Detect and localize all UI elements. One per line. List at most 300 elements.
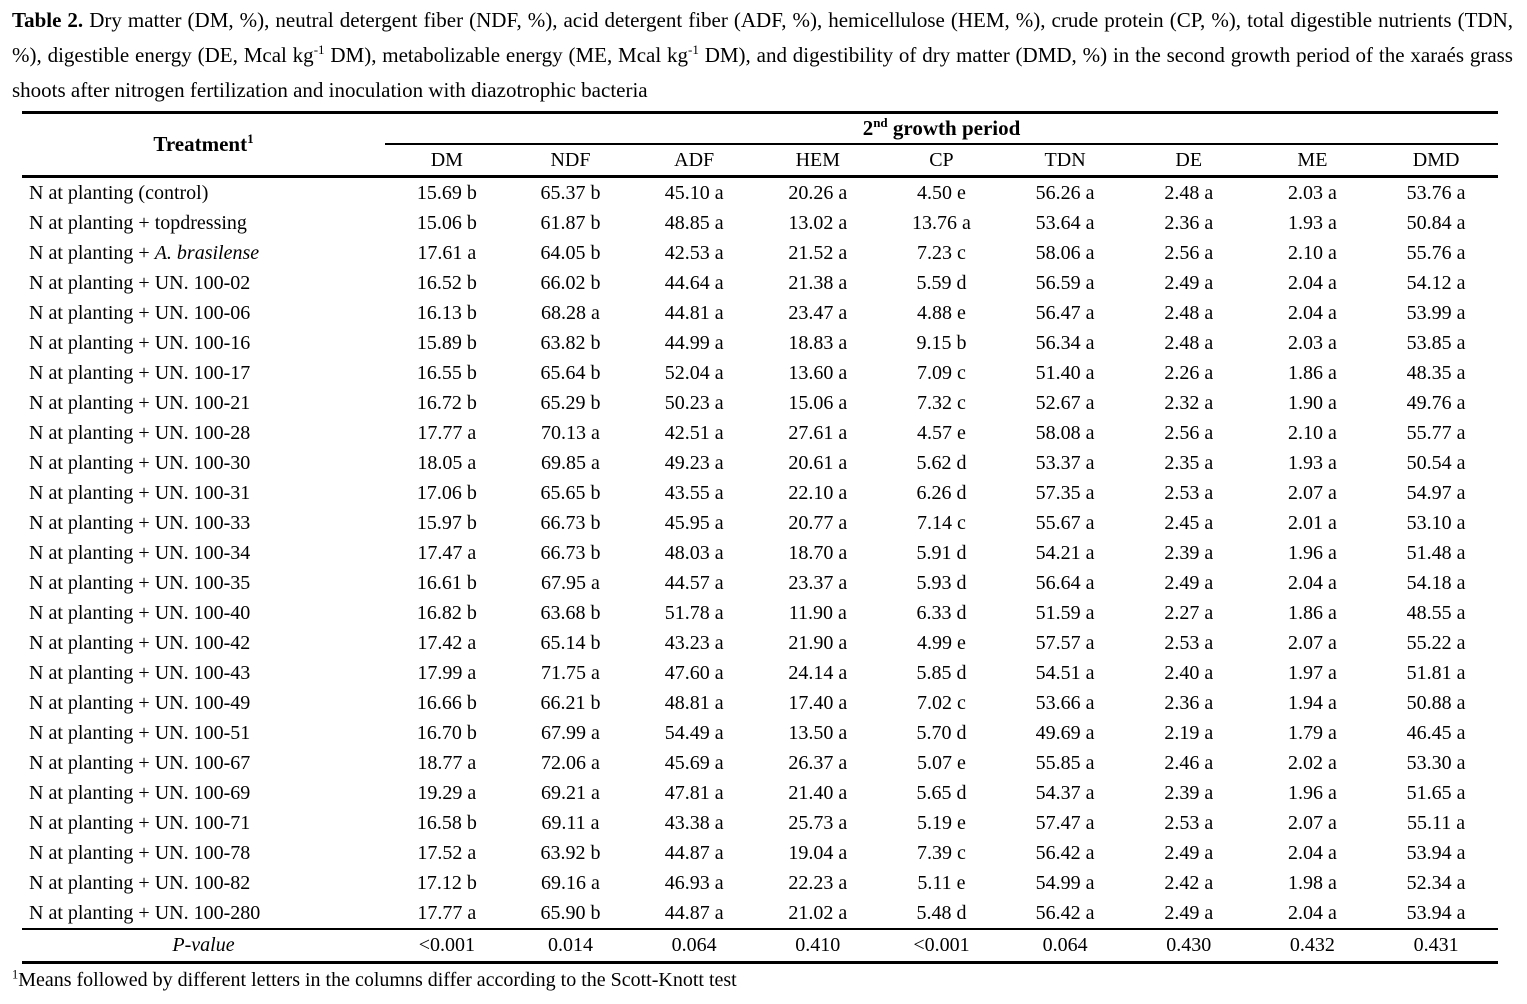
value-cell-dm: 17.99 a <box>417 662 477 684</box>
value-cell-dm: 17.06 b <box>416 482 477 504</box>
value-cell-cp: 5.91 d <box>916 542 967 564</box>
pvalue-label: P-value <box>172 934 235 956</box>
value-cell-dmd: 53.30 a <box>1406 752 1466 774</box>
value-cell-dmd: 53.94 a <box>1406 842 1466 864</box>
table-row <box>22 838 1498 868</box>
table-row <box>22 268 1498 298</box>
value-cell-dm: 17.61 a <box>417 242 477 264</box>
pvalue-cell-de: 0.430 <box>1127 929 1251 963</box>
value-cell-ndf: 63.92 b <box>540 842 601 864</box>
value-cell-ndf: 63.68 b <box>540 602 601 624</box>
column-header-ndf: NDF <box>509 144 633 177</box>
value-cell-adf: 42.53 a <box>664 242 724 264</box>
value-cell-ndf: 67.99 a <box>541 722 600 744</box>
value-cell-de: 2.49 a <box>1164 272 1214 294</box>
value-cell-me: 2.04 a <box>1287 302 1337 324</box>
treatment-cell: N at planting + UN. 100-69 <box>29 782 251 804</box>
value-cell-de: 2.53 a <box>1164 812 1214 834</box>
value-cell-hem: 21.38 a <box>788 272 848 294</box>
value-cell-hem: 13.60 a <box>788 362 848 384</box>
value-cell-adf: 42.51 a <box>664 422 724 444</box>
value-cell-adf: 47.60 a <box>664 662 724 684</box>
pvalue-cell-me: 0.432 <box>1251 929 1375 963</box>
value-cell-cp: 4.88 e <box>917 302 966 324</box>
value-cell-cp: 5.48 d <box>916 902 967 924</box>
value-cell-tdn: 51.59 a <box>1035 602 1095 624</box>
value-cell-hem: 19.04 a <box>788 842 848 864</box>
species-name: A. brasilense <box>154 242 260 264</box>
value-cell-dm: 15.97 b <box>416 512 477 534</box>
value-cell-dm: 16.70 b <box>416 722 477 744</box>
value-cell-de: 2.56 a <box>1164 242 1214 264</box>
value-cell-hem: 21.02 a <box>788 902 848 924</box>
caption-superscript-2: -1 <box>688 42 699 57</box>
value-cell-dmd: 53.85 a <box>1406 332 1466 354</box>
value-cell-me: 1.96 a <box>1287 542 1337 564</box>
column-header-dmd: DMD <box>1374 144 1498 177</box>
table-row <box>22 328 1498 358</box>
value-cell-dmd: 50.88 a <box>1406 692 1466 714</box>
value-cell-hem: 21.52 a <box>788 242 848 264</box>
value-cell-ndf: 65.65 b <box>540 482 601 504</box>
treatment-cell: N at planting + UN. 100-21 <box>29 392 251 414</box>
treatment-cell: N at planting + UN. 100-67 <box>29 752 251 774</box>
pvalue-cell-dm: <0.001 <box>385 929 509 963</box>
value-cell-dmd: 55.77 a <box>1406 422 1466 444</box>
table-row <box>22 448 1498 478</box>
value-cell-cp: 5.65 d <box>916 782 967 804</box>
value-cell-de: 2.39 a <box>1164 782 1214 804</box>
pvalue-cell-cp: <0.001 <box>880 929 1004 963</box>
column-header-tdn: TDN <box>1003 144 1127 177</box>
treatment-cell: N at planting + UN. 100-02 <box>29 272 251 294</box>
value-cell-cp: 7.02 c <box>917 692 966 714</box>
value-cell-dmd: 54.12 a <box>1406 272 1466 294</box>
value-cell-adf: 44.87 a <box>664 902 724 924</box>
value-cell-adf: 50.23 a <box>664 392 724 414</box>
value-cell-dm: 15.89 b <box>416 332 477 354</box>
value-cell-cp: 5.07 e <box>917 752 966 774</box>
value-cell-dmd: 53.99 a <box>1406 302 1466 324</box>
value-cell-tdn: 56.47 a <box>1035 302 1095 324</box>
value-cell-ndf: 69.85 a <box>541 452 600 474</box>
pvalue-label-cell <box>22 929 385 963</box>
value-cell-ndf: 68.28 a <box>541 302 600 324</box>
column-header-hem: HEM <box>756 144 880 177</box>
value-cell-adf: 47.81 a <box>664 782 724 804</box>
value-cell-tdn: 56.26 a <box>1035 182 1095 204</box>
value-cell-dm: 17.77 a <box>417 422 477 444</box>
value-cell-tdn: 52.67 a <box>1035 392 1095 414</box>
table-row <box>22 748 1498 778</box>
value-cell-cp: 7.39 c <box>917 842 966 864</box>
value-cell-ndf: 61.87 b <box>540 212 601 234</box>
value-cell-tdn: 54.99 a <box>1035 872 1095 894</box>
value-cell-adf: 48.85 a <box>664 212 724 234</box>
value-cell-tdn: 53.37 a <box>1035 452 1095 474</box>
pvalue-cell-dmd: 0.431 <box>1374 929 1498 963</box>
value-cell-adf: 48.81 a <box>664 692 724 714</box>
value-cell-adf: 43.38 a <box>664 812 724 834</box>
value-cell-ndf: 67.95 a <box>541 572 600 594</box>
value-cell-cp: 7.09 c <box>917 362 966 384</box>
table-row <box>22 538 1498 568</box>
value-cell-adf: 49.23 a <box>664 452 724 474</box>
value-cell-adf: 54.49 a <box>664 722 724 744</box>
treatment-cell: N at planting + UN. 100-280 <box>29 902 261 924</box>
value-cell-dmd: 54.97 a <box>1406 482 1466 504</box>
value-cell-me: 2.04 a <box>1287 902 1337 924</box>
value-cell-de: 2.35 a <box>1164 452 1214 474</box>
table-row <box>22 508 1498 538</box>
value-cell-hem: 13.50 a <box>788 722 848 744</box>
value-cell-tdn: 56.42 a <box>1035 842 1095 864</box>
treatment-cell: N at planting + UN. 100-35 <box>29 572 251 594</box>
treatment-cell: N at planting + UN. 100-43 <box>29 662 251 684</box>
value-cell-tdn: 56.34 a <box>1035 332 1095 354</box>
treatment-cell: N at planting + UN. 100-28 <box>29 422 251 444</box>
value-cell-hem: 18.83 a <box>788 332 848 354</box>
value-cell-dm: 16.52 b <box>416 272 477 294</box>
value-cell-tdn: 56.64 a <box>1035 572 1095 594</box>
value-cell-dm: 17.12 b <box>416 872 477 894</box>
treatment-cell: N at planting + UN. 100-42 <box>29 632 251 654</box>
treatment-cell: N at planting + UN. 100-16 <box>29 332 251 354</box>
table-row <box>22 298 1498 328</box>
table-row <box>22 208 1498 238</box>
value-cell-dmd: 50.54 a <box>1406 452 1466 474</box>
treatment-cell: N at planting + UN. 100-34 <box>29 542 251 564</box>
value-cell-de: 2.26 a <box>1164 362 1214 384</box>
value-cell-ndf: 70.13 a <box>541 422 600 444</box>
value-cell-ndf: 69.11 a <box>541 812 600 834</box>
value-cell-tdn: 57.35 a <box>1035 482 1095 504</box>
value-cell-adf: 51.78 a <box>664 602 724 624</box>
table-row <box>22 418 1498 448</box>
value-cell-cp: 6.26 d <box>916 482 967 504</box>
value-cell-cp: 6.33 d <box>916 602 967 624</box>
value-cell-me: 1.90 a <box>1287 392 1337 414</box>
pvalue-cell-tdn: 0.064 <box>1003 929 1127 963</box>
value-cell-de: 2.49 a <box>1164 842 1214 864</box>
value-cell-me: 1.96 a <box>1287 782 1337 804</box>
value-cell-dmd: 52.34 a <box>1406 872 1466 894</box>
value-cell-tdn: 58.06 a <box>1035 242 1095 264</box>
treatment-cell: N at planting + UN. 100-06 <box>29 302 251 324</box>
value-cell-tdn: 56.59 a <box>1035 272 1095 294</box>
table-row <box>22 568 1498 598</box>
value-cell-me: 1.93 a <box>1287 452 1337 474</box>
value-cell-dm: 19.29 a <box>417 782 477 804</box>
value-cell-tdn: 53.66 a <box>1035 692 1095 714</box>
value-cell-hem: 27.61 a <box>788 422 848 444</box>
value-cell-me: 2.04 a <box>1287 572 1337 594</box>
value-cell-tdn: 57.57 a <box>1035 632 1095 654</box>
table-row <box>22 898 1498 929</box>
value-cell-me: 2.07 a <box>1287 812 1337 834</box>
value-cell-de: 2.48 a <box>1164 182 1214 204</box>
value-cell-ndf: 69.16 a <box>541 872 600 894</box>
treatment-cell: N at planting + UN. 100-31 <box>29 482 251 504</box>
value-cell-hem: 22.23 a <box>788 872 848 894</box>
value-cell-dmd: 53.10 a <box>1406 512 1466 534</box>
pvalue-cell-hem: 0.410 <box>756 929 880 963</box>
value-cell-hem: 17.40 a <box>788 692 848 714</box>
value-cell-de: 2.53 a <box>1164 482 1214 504</box>
value-cell-hem: 15.06 a <box>788 392 848 414</box>
value-cell-adf: 46.93 a <box>664 872 724 894</box>
value-cell-cp: 5.70 d <box>916 722 967 744</box>
treatment-cell: N at planting + UN. 100-33 <box>29 512 251 534</box>
value-cell-cp: 5.19 e <box>917 812 966 834</box>
value-cell-de: 2.42 a <box>1164 872 1214 894</box>
value-cell-hem: 21.40 a <box>788 782 848 804</box>
value-cell-adf: 44.81 a <box>664 302 724 324</box>
footnote-superscript: 1 <box>12 967 19 982</box>
value-cell-cp: 4.57 e <box>917 422 966 444</box>
table-row <box>22 778 1498 808</box>
treatment-cell: N at planting + UN. 100-51 <box>29 722 251 744</box>
value-cell-ndf: 63.82 b <box>540 332 601 354</box>
value-cell-ndf: 69.21 a <box>541 782 600 804</box>
value-cell-cp: 5.11 e <box>917 872 966 894</box>
results-table <box>22 111 1498 964</box>
treatment-cell: N at planting + A. brasilense <box>29 242 260 264</box>
value-cell-dmd: 50.84 a <box>1406 212 1466 234</box>
value-cell-me: 2.02 a <box>1287 752 1337 774</box>
value-cell-ndf: 66.02 b <box>540 272 601 294</box>
value-cell-de: 2.19 a <box>1164 722 1214 744</box>
value-cell-cp: 5.93 d <box>916 572 967 594</box>
footnote-text: Means followed by different letters in the columns differ according to the Scott-Knott test <box>18 969 737 991</box>
value-cell-hem: 18.70 a <box>788 542 848 564</box>
value-cell-me: 2.04 a <box>1287 842 1337 864</box>
value-cell-adf: 44.57 a <box>664 572 724 594</box>
value-cell-me: 2.07 a <box>1287 632 1337 654</box>
value-cell-dmd: 54.18 a <box>1406 572 1466 594</box>
table-row <box>22 628 1498 658</box>
value-cell-dmd: 46.45 a <box>1406 722 1466 744</box>
value-cell-tdn: 54.21 a <box>1035 542 1095 564</box>
pvalue-row <box>22 929 1498 963</box>
value-cell-me: 1.93 a <box>1287 212 1337 234</box>
value-cell-de: 2.49 a <box>1164 902 1214 924</box>
value-cell-dm: 16.72 b <box>416 392 477 414</box>
value-cell-dmd: 48.35 a <box>1406 362 1466 384</box>
value-cell-hem: 20.77 a <box>788 512 848 534</box>
value-cell-cp: 13.76 a <box>912 212 971 234</box>
value-cell-dm: 18.77 a <box>417 752 477 774</box>
value-cell-dm: 16.58 b <box>416 812 477 834</box>
pvalue-cell-adf: 0.064 <box>632 929 756 963</box>
value-cell-me: 1.79 a <box>1287 722 1337 744</box>
value-cell-adf: 44.99 a <box>664 332 724 354</box>
column-header-me: ME <box>1251 144 1375 177</box>
column-header-de: DE <box>1127 144 1251 177</box>
value-cell-hem: 25.73 a <box>788 812 848 834</box>
value-cell-me: 2.10 a <box>1287 242 1337 264</box>
value-cell-ndf: 65.14 b <box>540 632 601 654</box>
value-cell-dmd: 48.55 a <box>1406 602 1466 624</box>
value-cell-cp: 5.85 d <box>916 662 967 684</box>
value-cell-me: 1.94 a <box>1287 692 1337 714</box>
value-cell-adf: 43.55 a <box>664 482 724 504</box>
value-cell-cp: 5.59 d <box>916 272 967 294</box>
value-cell-dm: 16.66 b <box>416 692 477 714</box>
value-cell-me: 1.97 a <box>1287 662 1337 684</box>
value-cell-dm: 16.61 b <box>416 572 477 594</box>
treatment-cell: N at planting + UN. 100-49 <box>29 692 251 714</box>
table-row <box>22 658 1498 688</box>
value-cell-adf: 44.64 a <box>664 272 724 294</box>
value-cell-hem: 21.90 a <box>788 632 848 654</box>
value-cell-de: 2.48 a <box>1164 302 1214 324</box>
value-cell-de: 2.49 a <box>1164 572 1214 594</box>
value-cell-dm: 16.55 b <box>416 362 477 384</box>
caption-text-3: DM), and digestibility of dry matter (DMD, %) in the second growth period of the xaraés grass shoots after nitrogen fertilization and inoculation with diazotrophic bacteria <box>12 43 1513 102</box>
value-cell-de: 2.46 a <box>1164 752 1214 774</box>
value-cell-tdn: 54.51 a <box>1035 662 1095 684</box>
value-cell-cp: 7.23 c <box>917 242 966 264</box>
value-cell-dmd: 55.22 a <box>1406 632 1466 654</box>
value-cell-dm: 18.05 a <box>417 452 477 474</box>
group-header-rest: growth period <box>887 116 1021 140</box>
value-cell-de: 2.45 a <box>1164 512 1214 534</box>
table-row <box>22 388 1498 418</box>
caption-label: Table 2. <box>12 8 84 32</box>
column-header-adf: ADF <box>632 144 756 177</box>
value-cell-tdn: 57.47 a <box>1035 812 1095 834</box>
table-caption <box>0 0 1527 110</box>
value-cell-dm: 17.42 a <box>417 632 477 654</box>
value-cell-dmd: 49.76 a <box>1406 392 1466 414</box>
value-cell-me: 2.03 a <box>1287 182 1337 204</box>
value-cell-dmd: 55.76 a <box>1406 242 1466 264</box>
value-cell-dmd: 53.94 a <box>1406 902 1466 924</box>
treatment-cell: N at planting + UN. 100-40 <box>29 602 251 624</box>
value-cell-me: 2.04 a <box>1287 272 1337 294</box>
value-cell-ndf: 66.73 b <box>540 512 601 534</box>
value-cell-dm: 16.13 b <box>416 302 477 324</box>
table-row <box>22 598 1498 628</box>
column-header-dm: DM <box>385 144 509 177</box>
value-cell-dm: 17.52 a <box>417 842 477 864</box>
value-cell-cp: 7.32 c <box>917 392 966 414</box>
value-cell-me: 2.07 a <box>1287 482 1337 504</box>
value-cell-adf: 45.95 a <box>664 512 724 534</box>
value-cell-dmd: 51.48 a <box>1406 542 1466 564</box>
value-cell-dmd: 51.81 a <box>1406 662 1466 684</box>
treatment-column-header <box>22 113 385 177</box>
treatment-cell: N at planting + UN. 100-71 <box>29 812 251 834</box>
value-cell-ndf: 65.90 b <box>540 902 601 924</box>
value-cell-hem: 23.47 a <box>788 302 848 324</box>
value-cell-de: 2.53 a <box>1164 632 1214 654</box>
value-cell-hem: 13.02 a <box>788 212 848 234</box>
table-row <box>22 177 1498 209</box>
group-header-superscript: nd <box>873 115 888 130</box>
value-cell-ndf: 65.37 b <box>540 182 601 204</box>
table-row <box>22 478 1498 508</box>
value-cell-ndf: 66.73 b <box>540 542 601 564</box>
value-cell-cp: 7.14 c <box>917 512 966 534</box>
value-cell-tdn: 58.08 a <box>1035 422 1095 444</box>
treatment-header-text: Treatment <box>153 132 248 156</box>
group-header-prefix: 2 <box>862 116 874 140</box>
value-cell-adf: 43.23 a <box>664 632 724 654</box>
value-cell-dm: 17.47 a <box>417 542 477 564</box>
value-cell-tdn: 49.69 a <box>1035 722 1095 744</box>
treatment-cell: N at planting + UN. 100-78 <box>29 842 251 864</box>
value-cell-de: 2.36 a <box>1164 692 1214 714</box>
value-cell-cp: 4.50 e <box>917 182 966 204</box>
treatment-cell: N at planting + UN. 100-30 <box>29 452 251 474</box>
value-cell-adf: 48.03 a <box>664 542 724 564</box>
value-cell-de: 2.40 a <box>1164 662 1214 684</box>
value-cell-dm: 16.82 b <box>416 602 477 624</box>
value-cell-tdn: 51.40 a <box>1035 362 1095 384</box>
value-cell-tdn: 56.42 a <box>1035 902 1095 924</box>
treatment-cell: N at planting + UN. 100-82 <box>29 872 251 894</box>
value-cell-cp: 9.15 b <box>916 332 967 354</box>
table-row <box>22 358 1498 388</box>
value-cell-me: 2.10 a <box>1287 422 1337 444</box>
value-cell-tdn: 55.67 a <box>1035 512 1095 534</box>
value-cell-adf: 44.87 a <box>664 842 724 864</box>
value-cell-de: 2.56 a <box>1164 422 1214 444</box>
value-cell-tdn: 53.64 a <box>1035 212 1095 234</box>
value-cell-hem: 24.14 a <box>788 662 848 684</box>
value-cell-ndf: 64.05 b <box>540 242 601 264</box>
caption-text-1: Dry matter (DM, %), neutral detergent fiber (NDF, %), acid detergent fiber (ADF, %), hemicellulose (HEM, %), crude protein (CP, %), total digestible nutrients (TDN, %), digestible energy (DE, Mcal kg <box>12 8 1513 67</box>
table-footnote <box>12 967 1527 993</box>
value-cell-de: 2.27 a <box>1164 602 1214 624</box>
value-cell-ndf: 65.29 b <box>540 392 601 414</box>
value-cell-hem: 20.26 a <box>788 182 848 204</box>
table-row <box>22 688 1498 718</box>
value-cell-hem: 20.61 a <box>788 452 848 474</box>
value-cell-me: 2.03 a <box>1287 332 1337 354</box>
value-cell-ndf: 72.06 a <box>541 752 600 774</box>
value-cell-cp: 5.62 d <box>916 452 967 474</box>
table-row <box>22 718 1498 748</box>
value-cell-hem: 23.37 a <box>788 572 848 594</box>
value-cell-ndf: 71.75 a <box>541 662 600 684</box>
value-cell-ndf: 66.21 b <box>540 692 601 714</box>
treatment-cell: N at planting + UN. 100-17 <box>29 362 251 384</box>
value-cell-de: 2.36 a <box>1164 212 1214 234</box>
value-cell-dmd: 55.11 a <box>1407 812 1466 834</box>
column-header-cp: CP <box>880 144 1004 177</box>
value-cell-me: 1.86 a <box>1287 362 1337 384</box>
value-cell-dm: 15.06 b <box>416 212 477 234</box>
value-cell-tdn: 55.85 a <box>1035 752 1095 774</box>
value-cell-hem: 11.90 a <box>788 602 847 624</box>
value-cell-me: 1.86 a <box>1287 602 1337 624</box>
value-cell-hem: 22.10 a <box>788 482 848 504</box>
value-cell-me: 2.01 a <box>1287 512 1337 534</box>
value-cell-de: 2.32 a <box>1164 392 1214 414</box>
table-row <box>22 238 1498 268</box>
caption-superscript-1: -1 <box>313 42 325 57</box>
value-cell-adf: 45.10 a <box>664 182 724 204</box>
treatment-cell: N at planting (control) <box>29 182 209 204</box>
table-row <box>22 808 1498 838</box>
value-cell-hem: 26.37 a <box>788 752 848 774</box>
table-row <box>22 868 1498 898</box>
value-cell-dmd: 53.76 a <box>1406 182 1466 204</box>
caption-text-2: DM), metabolizable energy (ME, Mcal kg <box>324 43 689 67</box>
